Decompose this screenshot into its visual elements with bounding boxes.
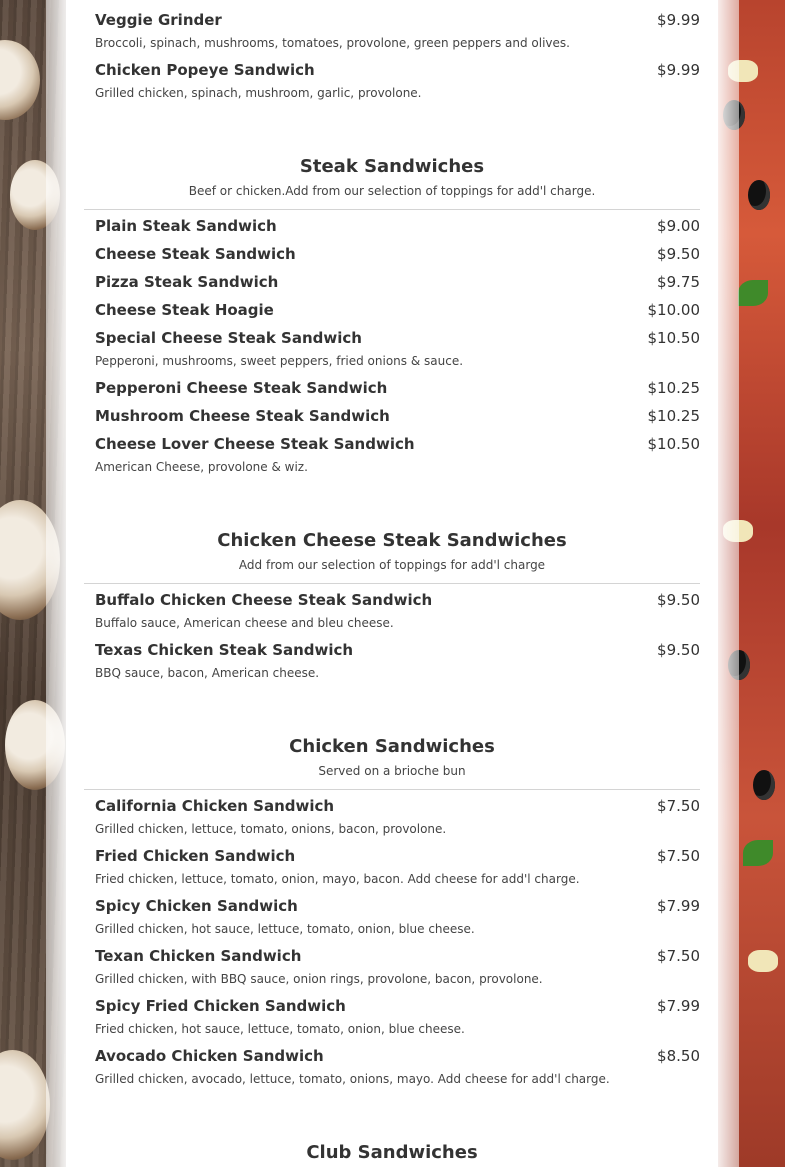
item-description: Buffalo sauce, American cheese and bleu cheese. xyxy=(95,616,394,630)
item-name: Texas Chicken Steak Sandwich xyxy=(95,641,354,659)
item-price: $9.50 xyxy=(657,245,700,263)
item-price: $9.75 xyxy=(657,273,700,291)
item-price: $10.50 xyxy=(647,435,700,453)
basil-image xyxy=(738,280,768,306)
item-name: Spicy Chicken Sandwich xyxy=(95,897,298,915)
olive-image xyxy=(753,770,775,800)
item-name: California Chicken Sandwich xyxy=(95,797,335,815)
item-name: Fried Chicken Sandwich xyxy=(95,847,296,865)
item-price: $7.50 xyxy=(657,797,700,815)
panel-fade-left xyxy=(46,0,66,1167)
item-name: Veggie Grinder xyxy=(95,11,222,29)
item-description: BBQ sauce, bacon, American cheese. xyxy=(95,666,320,680)
item-name: Mushroom Cheese Steak Sandwich xyxy=(95,407,390,425)
item-price: $7.99 xyxy=(657,997,700,1015)
section-subtitle-chicken-cheese-steak: Add from our selection of toppings for add'l charge xyxy=(238,558,546,572)
item-price: $10.25 xyxy=(647,407,700,425)
item-description: Grilled chicken, with BBQ sauce, onion rings, provolone, bacon, provolone. xyxy=(95,972,543,986)
item-description: Fried chicken, lettuce, tomato, onion, mayo, bacon. Add cheese for add'l charge. xyxy=(95,872,580,886)
item-price: $9.50 xyxy=(657,591,700,609)
item-name: Texan Chicken Sandwich xyxy=(95,947,302,965)
item-description: Pepperoni, mushrooms, sweet peppers, fried onions & sauce. xyxy=(95,354,464,368)
basil-image xyxy=(743,840,773,866)
item-name: Special Cheese Steak Sandwich xyxy=(95,329,362,347)
item-name: Cheese Steak Hoagie xyxy=(95,301,274,319)
item-description: Grilled chicken, lettuce, tomato, onions, bacon, provolone. xyxy=(95,822,447,836)
item-description: Grilled chicken, avocado, lettuce, tomato, onions, mayo. Add cheese for add'l charge. xyxy=(95,1072,610,1086)
section-title-chicken-cheese-steak: Chicken Cheese Steak Sandwiches xyxy=(217,530,567,551)
item-price: $9.99 xyxy=(657,11,700,29)
item-name: Avocado Chicken Sandwich xyxy=(95,1047,324,1065)
item-price: $8.50 xyxy=(657,1047,700,1065)
mushroom-image xyxy=(0,40,40,120)
olive-image xyxy=(748,180,770,210)
item-description: Grilled chicken, spinach, mushroom, garlic, provolone. xyxy=(95,86,422,100)
item-name: Pizza Steak Sandwich xyxy=(95,273,279,291)
cheese-image xyxy=(748,950,778,972)
section-subtitle-steak: Beef or chicken.Add from our selection of toppings for add'l charge. xyxy=(188,184,596,198)
section-title-chicken: Chicken Sandwiches xyxy=(289,736,495,757)
section-divider xyxy=(84,583,700,584)
section-title-club: Club Sandwiches xyxy=(306,1142,478,1163)
item-description: Grilled chicken, hot sauce, lettuce, tomato, onion, blue cheese. xyxy=(95,922,475,936)
item-price: $9.00 xyxy=(657,217,700,235)
item-price: $7.50 xyxy=(657,847,700,865)
item-name: Cheese Lover Cheese Steak Sandwich xyxy=(95,435,415,453)
item-name: Spicy Fried Chicken Sandwich xyxy=(95,997,346,1015)
section-divider xyxy=(84,209,700,210)
item-price: $9.99 xyxy=(657,61,700,79)
item-price: $10.00 xyxy=(647,301,700,319)
section-divider xyxy=(84,789,700,790)
item-name: Cheese Steak Sandwich xyxy=(95,245,296,263)
item-name: Chicken Popeye Sandwich xyxy=(95,61,315,79)
item-price: $7.50 xyxy=(657,947,700,965)
item-description: Fried chicken, hot sauce, lettuce, tomato, onion, blue cheese. xyxy=(95,1022,465,1036)
panel-fade-right xyxy=(718,0,739,1167)
item-description: Broccoli, spinach, mushrooms, tomatoes, provolone, green peppers and olives. xyxy=(95,36,570,50)
item-description: American Cheese, provolone & wiz. xyxy=(95,460,308,474)
item-price: $7.99 xyxy=(657,897,700,915)
item-price: $10.25 xyxy=(647,379,700,397)
item-name: Buffalo Chicken Cheese Steak Sandwich xyxy=(95,591,433,609)
item-name: Pepperoni Cheese Steak Sandwich xyxy=(95,379,388,397)
section-subtitle-chicken: Served on a brioche bun xyxy=(318,764,466,778)
item-price: $10.50 xyxy=(647,329,700,347)
mushroom-image xyxy=(0,1050,50,1160)
item-name: Plain Steak Sandwich xyxy=(95,217,277,235)
section-title-steak: Steak Sandwiches xyxy=(299,156,485,177)
item-price: $9.50 xyxy=(657,641,700,659)
